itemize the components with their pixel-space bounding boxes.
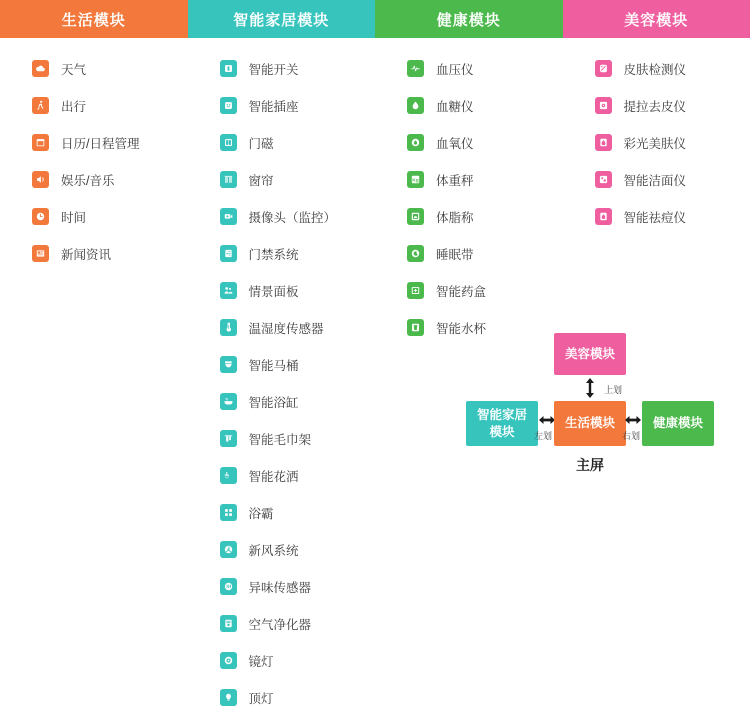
list-item-label: 顶灯: [249, 689, 274, 707]
list-item-label: 情景面板: [249, 282, 299, 300]
list-item-label: 出行: [61, 97, 86, 115]
list-item-label: 体脂称: [436, 208, 474, 226]
acne-device-icon: [595, 208, 612, 225]
list-item-label: 血氧仪: [436, 134, 474, 152]
nav-box-health-label: 健康模块: [653, 415, 703, 432]
main-screen-label: 主屏: [548, 455, 632, 475]
sleep-band-icon: [407, 245, 424, 262]
odor-sensor-icon: [220, 578, 237, 595]
column-header-beauty: 美容模块: [563, 0, 750, 38]
list-item-label: 浴霸: [249, 504, 274, 522]
navigation-diagram: [452, 333, 742, 488]
list-item-label: 新闻资讯: [61, 245, 111, 263]
skin-detector-icon: [595, 60, 612, 77]
air-purifier-icon: [220, 615, 237, 632]
list-item[interactable]: [220, 161, 376, 198]
svg-text:Kg: Kg: [412, 177, 418, 183]
list-item[interactable]: [407, 272, 563, 309]
list-item[interactable]: [220, 50, 376, 87]
list-item[interactable]: [220, 568, 376, 605]
column-header-life: 生活模块: [0, 0, 188, 38]
list-item-label: 新风系统: [249, 541, 299, 559]
list-item-label: 智能药盒: [436, 282, 486, 300]
list-item[interactable]: [32, 161, 188, 198]
blood-glucose-icon: [407, 97, 424, 114]
list-item-label: 智能马桶: [249, 356, 299, 374]
blood-oxygen-icon: [407, 134, 424, 151]
curtain-icon: [220, 171, 237, 188]
list-item-label: 温湿度传感器: [249, 319, 324, 337]
thermometer-icon: [220, 319, 237, 336]
list-item[interactable]: [595, 198, 750, 235]
list-item[interactable]: [32, 87, 188, 124]
column-smart-home: [188, 50, 376, 716]
nav-box-beauty[interactable]: [554, 333, 626, 375]
swipe-up-arrow-icon: [578, 377, 602, 399]
list-item[interactable]: [220, 346, 376, 383]
swipe-right-arrow-icon: [624, 412, 642, 428]
list-item-label: 摄像头（监控）: [249, 208, 337, 226]
list-item[interactable]: [407, 87, 563, 124]
toilet-icon: [220, 356, 237, 373]
door-sensor-icon: [220, 134, 237, 151]
list-item[interactable]: [220, 642, 376, 679]
nav-box-life-label: 生活模块: [565, 415, 615, 432]
nav-box-beauty-label: 美容模块: [565, 346, 615, 363]
list-item[interactable]: [407, 124, 563, 161]
list-item[interactable]: [220, 235, 376, 272]
list-item[interactable]: [220, 457, 376, 494]
socket-icon: [220, 97, 237, 114]
list-item[interactable]: [595, 124, 750, 161]
list-item-label: 时间: [61, 208, 86, 226]
list-item-label: 彩光美肤仪: [624, 134, 687, 152]
list-item[interactable]: [220, 198, 376, 235]
face-cleanser-icon: [595, 171, 612, 188]
shower-icon: [220, 467, 237, 484]
list-item-label: 提拉去皮仪: [624, 97, 687, 115]
column-headers: [0, 0, 750, 38]
list-item[interactable]: [407, 161, 563, 198]
list-item[interactable]: [220, 420, 376, 457]
travel-icon: [32, 97, 49, 114]
list-item[interactable]: [220, 87, 376, 124]
nav-box-smart-home-label: 智能家居 模块: [477, 407, 527, 441]
calendar-icon: [32, 134, 49, 151]
list-item[interactable]: [407, 50, 563, 87]
ceiling-light-icon: [220, 689, 237, 706]
list-item[interactable]: [595, 50, 750, 87]
scene-panel-icon: [220, 282, 237, 299]
blood-pressure-icon: [407, 60, 424, 77]
list-item-label: 血压仪: [436, 60, 474, 78]
list-item-label: 血糖仪: [436, 97, 474, 115]
list-item-label: 门磁: [249, 134, 274, 152]
list-item-label: 体重秤: [436, 171, 474, 189]
list-item[interactable]: [32, 198, 188, 235]
list-item[interactable]: [32, 235, 188, 272]
list-item-label: 睡眠带: [436, 245, 474, 263]
list-item-label: 智能开关: [249, 60, 299, 78]
list-item[interactable]: [220, 531, 376, 568]
column-header-smart-home: 智能家居模块: [188, 0, 376, 38]
music-icon: [32, 171, 49, 188]
access-control-icon: [220, 245, 237, 262]
list-item[interactable]: [407, 235, 563, 272]
list-item-label: 门禁系统: [249, 245, 299, 263]
list-item[interactable]: [595, 87, 750, 124]
list-item[interactable]: [220, 494, 376, 531]
swipe-right-label: 右划: [622, 429, 640, 442]
list-item[interactable]: [595, 161, 750, 198]
camera-icon: [220, 208, 237, 225]
list-item-label: 智能水杯: [436, 319, 486, 337]
swipe-left-label: 左划: [534, 429, 552, 442]
list-item-label: 智能洁面仪: [624, 171, 687, 189]
weather-icon: [32, 60, 49, 77]
mirror-light-icon: [220, 652, 237, 669]
nav-box-health[interactable]: [642, 401, 714, 446]
list-item[interactable]: [220, 679, 376, 716]
bathtub-icon: [220, 393, 237, 410]
light-therapy-icon: [595, 134, 612, 151]
swipe-up-label: 上划: [604, 383, 622, 396]
column-life: [0, 50, 188, 716]
clock-icon: [32, 208, 49, 225]
nav-box-smart-home[interactable]: [466, 401, 538, 446]
list-item-label: 天气: [61, 60, 86, 78]
list-item-label: 智能毛巾架: [249, 430, 312, 448]
list-item[interactable]: [32, 124, 188, 161]
body-fat-scale-icon: [407, 208, 424, 225]
list-item-label: 娱乐/音乐: [61, 171, 114, 189]
list-item-label: 窗帘: [249, 171, 274, 189]
column-header-health: 健康模块: [375, 0, 563, 38]
list-item[interactable]: [407, 198, 563, 235]
news-icon: [32, 245, 49, 262]
pill-box-icon: [407, 282, 424, 299]
list-item[interactable]: [32, 50, 188, 87]
list-item-label: 智能祛痘仪: [624, 208, 687, 226]
switch-icon: [220, 60, 237, 77]
weight-scale-icon: [407, 171, 424, 188]
list-item-label: 智能花洒: [249, 467, 299, 485]
nav-box-life[interactable]: [554, 401, 626, 446]
smart-cup-icon: [407, 319, 424, 336]
list-item[interactable]: [220, 605, 376, 642]
list-item[interactable]: [220, 309, 376, 346]
list-item-label: 日历/日程管理: [61, 134, 139, 152]
list-item-label: 异味传感器: [249, 578, 312, 596]
list-item[interactable]: [220, 124, 376, 161]
list-item-label: 皮肤检测仪: [624, 60, 687, 78]
list-item-label: 空气净化器: [249, 615, 312, 633]
list-item-label: 智能浴缸: [249, 393, 299, 411]
lifting-device-icon: [595, 97, 612, 114]
bath-heater-icon: [220, 504, 237, 521]
fresh-air-icon: [220, 541, 237, 558]
list-item-label: 镜灯: [249, 652, 274, 670]
list-item[interactable]: [220, 383, 376, 420]
list-item[interactable]: [220, 272, 376, 309]
list-item-label: 智能插座: [249, 97, 299, 115]
towel-rack-icon: [220, 430, 237, 447]
